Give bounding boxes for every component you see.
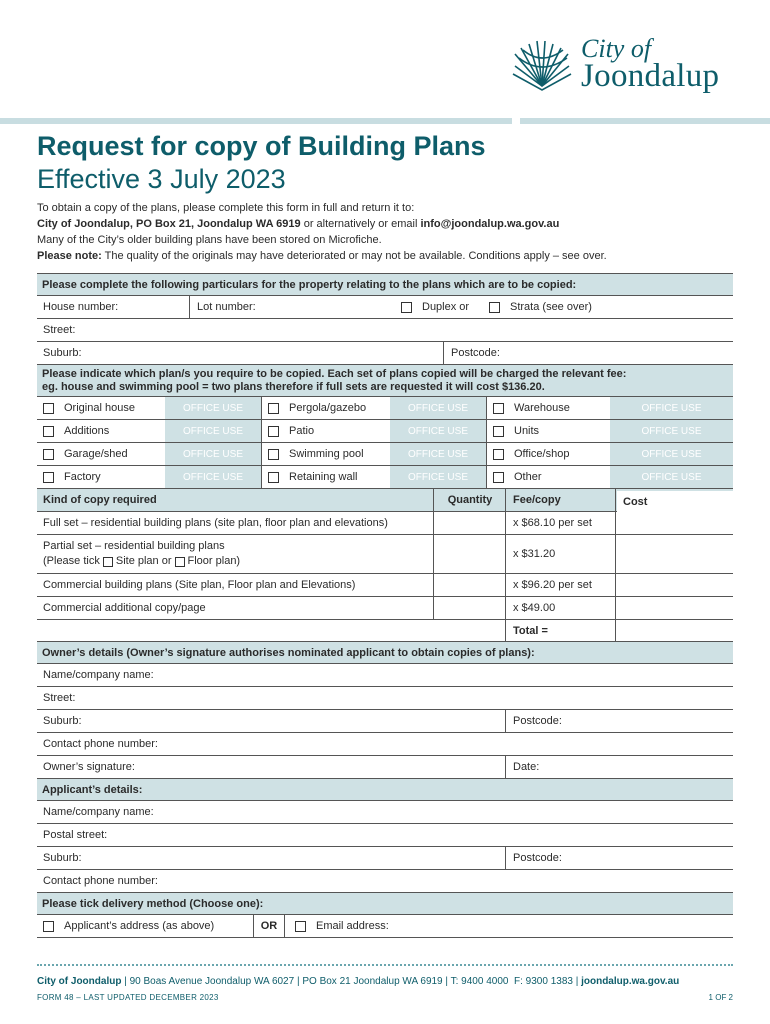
plan-checkbox[interactable] xyxy=(43,426,54,437)
property-row-2 xyxy=(37,319,733,342)
fee-total-row xyxy=(37,620,733,642)
intro-text: To obtain a copy of the plans, please complete this form in full and return it to: City of Joondalup, PO Box 21, Joondalup WA 6919 or alternatively or email info@joondalup.wa.gov.au Many of the City’s older building plans have been stored on Microfiche. Please note: The quality of the originals may have deteriorated or may not be available. Conditions apply – see over. xyxy=(37,200,737,264)
intro-email[interactable]: info@joondalup.wa.gov.au xyxy=(420,218,560,230)
owner-suburb-field[interactable]: Suburb: xyxy=(43,715,82,727)
form-number: FORM 48 – LAST UPDATED DECEMBER 2023 xyxy=(37,993,219,1002)
fee-header-row: Kind of copy required Quantity Fee/copy Cost xyxy=(37,489,733,512)
plan-checkbox[interactable] xyxy=(268,403,279,414)
site-plan-checkbox[interactable] xyxy=(103,557,113,567)
applicant-phone-field[interactable]: Contact phone number: xyxy=(43,875,158,887)
plan-label: Swimming pool xyxy=(289,448,364,460)
intro-line-3: Many of the City’s older building plans have been stored on Microfiche. xyxy=(37,234,382,246)
office-use-cell: OFFICE USE xyxy=(610,397,733,419)
plan-label: Retaining wall xyxy=(289,471,358,483)
footer-divider xyxy=(37,964,733,966)
delivery-row: Applicant’s address (as above) OR Email address: xyxy=(37,915,733,938)
applicant-postcode-field[interactable]: Postcode: xyxy=(513,852,562,864)
plan-checkbox[interactable] xyxy=(493,426,504,437)
plan-checkbox[interactable] xyxy=(493,472,504,483)
office-use-cell: OFFICE USE xyxy=(390,466,486,488)
page-subtitle: Effective 3 July 2023 xyxy=(37,164,286,194)
owner-date-field[interactable]: Date: xyxy=(513,761,540,773)
suburb-field[interactable]: Suburb: xyxy=(43,347,82,359)
plan-row xyxy=(37,443,733,466)
office-use-cell: OFFICE USE xyxy=(390,397,486,419)
office-use-cell: OFFICE USE xyxy=(390,420,486,442)
strata-checkbox[interactable] xyxy=(489,302,500,313)
owner-header: Owner’s details (Owner’s signature authorises nominated applicant to obtain copies of plans): xyxy=(37,642,733,664)
property-section xyxy=(37,273,733,938)
owner-phone-field[interactable]: Contact phone number: xyxy=(43,738,158,750)
delivery-header: Please tick delivery method (Choose one): xyxy=(37,893,733,915)
fee-additional-row: Commercial additional copy/page x $49.00 xyxy=(37,597,733,620)
plan-label: Other xyxy=(514,471,542,483)
plan-row xyxy=(37,397,733,420)
plan-checkbox[interactable] xyxy=(268,426,279,437)
applicant-address-checkbox[interactable] xyxy=(43,921,54,932)
owner-street-field[interactable]: Street: xyxy=(43,692,76,704)
plan-label: Units xyxy=(514,425,540,437)
email-checkbox[interactable] xyxy=(295,921,306,932)
office-use-cell: OFFICE USE xyxy=(165,466,261,488)
plan-label: Additions xyxy=(64,425,110,437)
office-use-cell: OFFICE USE xyxy=(165,420,261,442)
fee-commercial-row: Commercial building plans (Site plan, Floor plan and Elevations) x $96.20 per set xyxy=(37,574,733,597)
city-logo xyxy=(509,32,734,100)
postcode-field[interactable]: Postcode: xyxy=(451,347,500,359)
plan-checkbox[interactable] xyxy=(43,403,54,414)
plan-checkbox[interactable] xyxy=(268,472,279,483)
plan-label: Patio xyxy=(289,425,315,437)
plan-label: Office/shop xyxy=(514,448,570,460)
owner-signature-field[interactable]: Owner’s signature: xyxy=(43,761,135,773)
plan-checkbox[interactable] xyxy=(43,472,54,483)
owner-postcode-field[interactable]: Postcode: xyxy=(513,715,562,727)
lot-number-field[interactable]: Lot number: xyxy=(197,301,256,313)
office-use-cell: OFFICE USE xyxy=(610,466,733,488)
office-use-cell: OFFICE USE xyxy=(165,397,261,419)
owner-name-field[interactable]: Name/company name: xyxy=(43,669,154,681)
or-label: OR xyxy=(260,920,278,932)
plans-header: Please indicate which plan/s you require to be copied. Each set of plans copied will be charged the relevant fee: eg. house and swimming pool = two plans therefore if full sets are requested it will cost $136.20. xyxy=(37,365,733,397)
plan-checkbox[interactable] xyxy=(268,449,279,460)
duplex-checkbox[interactable] xyxy=(401,302,412,313)
applicant-name-field[interactable]: Name/company name: xyxy=(43,806,154,818)
property-header: Please complete the following particulars for the property relating to the plans which are to be copied: xyxy=(37,274,733,296)
fee-full-set-row: Full set – residential building plans (site plan, floor plan and elevations) x $68.10 per set xyxy=(37,512,733,535)
plan-label: Pergola/gazebo xyxy=(289,402,367,414)
logo-line-1: City of xyxy=(581,34,652,63)
page-title: Request for copy of Building Plans xyxy=(37,131,486,161)
plan-label: Factory xyxy=(64,471,101,483)
house-number-field[interactable]: House number: xyxy=(43,301,119,313)
property-row-3 xyxy=(37,342,733,365)
office-use-cell: OFFICE USE xyxy=(610,420,733,442)
property-row-1: House number: Lot number: Duplex or Strata (see over) xyxy=(37,296,733,319)
plan-label: Garage/shed xyxy=(64,448,128,460)
intro-line-1: To obtain a copy of the plans, please complete this form in full and return it to: xyxy=(37,202,415,214)
total-label: Total = xyxy=(513,624,548,637)
plan-rows xyxy=(37,397,733,489)
leaf-emblem-icon xyxy=(509,36,575,94)
office-use-cell: OFFICE USE xyxy=(610,443,733,465)
street-field[interactable]: Street: xyxy=(43,324,76,336)
footer-website-link[interactable]: joondalup.wa.gov.au xyxy=(581,976,680,987)
header-band xyxy=(0,118,770,124)
plan-row xyxy=(37,466,733,489)
floor-plan-checkbox[interactable] xyxy=(175,557,185,567)
plan-row xyxy=(37,420,733,443)
footer-contact: City of Joondalup | 90 Boas Avenue Joondalup WA 6027 | PO Box 21 Joondalup WA 6919 | T: 9400 4000 F: 9300 1383 | joondalup.wa.gov.au xyxy=(37,976,680,987)
office-use-cell: OFFICE USE xyxy=(390,443,486,465)
applicant-street-field[interactable]: Postal street: xyxy=(43,829,108,841)
fee-partial-row: Partial set – residential building plans (Please tick Site plan or Floor plan) x $31.20 xyxy=(37,535,733,574)
applicant-header: Applicant’s details: xyxy=(37,779,733,801)
office-use-cell: OFFICE USE xyxy=(165,443,261,465)
applicant-suburb-field[interactable]: Suburb: xyxy=(43,852,82,864)
plan-label: Original house xyxy=(64,402,135,414)
logo-line-2: Joondalup xyxy=(581,58,720,94)
intro-address: City of Joondalup, PO Box 21, Joondalup WA 6919 xyxy=(37,218,301,230)
plan-checkbox[interactable] xyxy=(43,449,54,460)
page-number: 1 OF 2 xyxy=(708,993,733,1002)
plan-checkbox[interactable] xyxy=(493,403,504,414)
plan-checkbox[interactable] xyxy=(493,449,504,460)
plan-label: Warehouse xyxy=(514,402,570,414)
